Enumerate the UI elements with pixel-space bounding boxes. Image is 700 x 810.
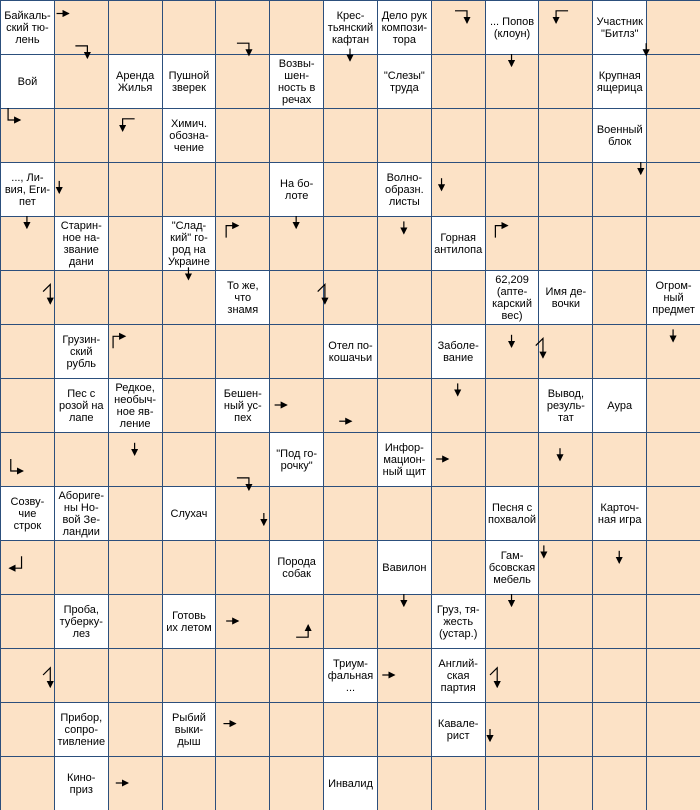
answer-cell[interactable] (485, 756, 540, 810)
answer-cell[interactable] (538, 486, 593, 541)
answer-cell[interactable] (592, 756, 647, 810)
clue-text: Слухач (170, 507, 208, 520)
answer-cell[interactable] (215, 540, 270, 595)
answer-cell[interactable] (269, 702, 324, 757)
answer-cell[interactable] (431, 432, 486, 487)
answer-cell[interactable] (323, 702, 378, 757)
answer-cell[interactable] (108, 648, 163, 703)
answer-cell[interactable] (215, 702, 270, 757)
clue-text: Кино- приз (67, 771, 96, 796)
answer-cell[interactable] (162, 0, 217, 55)
clue-text: Заболе- вание (437, 339, 479, 364)
clue-cell (431, 648, 486, 703)
answer-cell[interactable] (485, 378, 540, 433)
answer-cell[interactable] (646, 702, 700, 757)
clue-text: То же, что знамя (227, 279, 259, 316)
clue-text: Гам- бсовская мебель (488, 549, 536, 586)
clue-text: Огром- ный предмет (652, 279, 695, 316)
answer-cell[interactable] (269, 216, 324, 271)
answer-cell[interactable] (323, 216, 378, 271)
clue-text: "Под го- рочку" (276, 447, 317, 472)
answer-cell[interactable] (215, 432, 270, 487)
answer-cell[interactable] (0, 756, 55, 810)
answer-cell[interactable] (646, 378, 700, 433)
clue-cell (54, 216, 109, 271)
answer-cell[interactable] (323, 162, 378, 217)
clue-cell (592, 486, 647, 541)
answer-cell[interactable] (0, 378, 55, 433)
clue-cell (215, 378, 270, 433)
answer-cell[interactable] (592, 270, 647, 325)
answer-cell[interactable] (0, 216, 55, 271)
answer-cell[interactable] (215, 162, 270, 217)
clue-cell (323, 648, 378, 703)
clue-text: ..., Ли- вия, Еги- пет (4, 171, 51, 208)
answer-cell[interactable] (0, 540, 55, 595)
answer-cell[interactable] (108, 486, 163, 541)
answer-cell[interactable] (431, 270, 486, 325)
clue-text: Инвалид (328, 777, 373, 790)
clue-text: Проба, туберку- лез (59, 603, 103, 640)
clue-text: ... Попов (клоун) (489, 15, 535, 40)
answer-cell[interactable] (269, 108, 324, 163)
answer-cell[interactable] (485, 108, 540, 163)
answer-cell[interactable] (323, 540, 378, 595)
clue-text: Готовь их летом (166, 609, 212, 634)
answer-cell[interactable] (108, 540, 163, 595)
clue-cell (377, 54, 432, 109)
clue-text: Аренда Жилья (116, 69, 155, 94)
answer-cell[interactable] (377, 324, 432, 379)
answer-cell[interactable] (538, 162, 593, 217)
clue-text: Пушной зверек (168, 69, 210, 94)
answer-cell[interactable] (323, 594, 378, 649)
answer-cell[interactable] (538, 702, 593, 757)
clue-text: Созву- чие строк (10, 495, 45, 532)
answer-cell[interactable] (108, 594, 163, 649)
answer-cell[interactable] (108, 0, 163, 55)
answer-cell[interactable] (431, 486, 486, 541)
clue-cell (162, 108, 217, 163)
answer-cell[interactable] (431, 162, 486, 217)
answer-cell[interactable] (646, 756, 700, 810)
answer-cell[interactable] (377, 702, 432, 757)
answer-cell[interactable] (431, 378, 486, 433)
answer-cell[interactable] (0, 324, 55, 379)
answer-cell[interactable] (108, 756, 163, 810)
answer-cell[interactable] (54, 432, 109, 487)
clue-cell (431, 594, 486, 649)
clue-cell (162, 54, 217, 109)
clue-cell (592, 0, 647, 55)
clue-text: Грузин- ский рубль (62, 333, 101, 370)
answer-cell[interactable] (646, 216, 700, 271)
answer-cell[interactable] (54, 648, 109, 703)
answer-cell[interactable] (646, 54, 700, 109)
answer-cell[interactable] (108, 216, 163, 271)
answer-cell[interactable] (485, 702, 540, 757)
clue-cell (323, 0, 378, 55)
clue-cell (108, 54, 163, 109)
answer-cell[interactable] (485, 54, 540, 109)
clue-text: Вавилон (382, 561, 427, 574)
answer-cell[interactable] (538, 0, 593, 55)
answer-cell[interactable] (377, 756, 432, 810)
answer-cell[interactable] (323, 432, 378, 487)
clue-text: Химич. обозна- чение (169, 117, 209, 154)
answer-cell[interactable] (269, 270, 324, 325)
answer-cell[interactable] (431, 0, 486, 55)
answer-cell[interactable] (646, 162, 700, 217)
answer-cell[interactable] (0, 432, 55, 487)
answer-cell[interactable] (377, 108, 432, 163)
clue-text: Пес с розой на лапе (58, 387, 104, 424)
clue-cell (269, 54, 324, 109)
answer-cell[interactable] (269, 378, 324, 433)
answer-cell[interactable] (269, 648, 324, 703)
clue-cell (0, 486, 55, 541)
clue-cell (377, 162, 432, 217)
clue-text: Карточ- ная игра (597, 501, 642, 526)
clue-text: Дело рук компози- тора (381, 9, 428, 46)
clue-cell (377, 0, 432, 55)
clue-cell (646, 270, 700, 325)
answer-cell[interactable] (108, 270, 163, 325)
answer-cell[interactable] (215, 216, 270, 271)
answer-cell[interactable] (485, 648, 540, 703)
answer-cell[interactable] (646, 432, 700, 487)
answer-cell[interactable] (646, 594, 700, 649)
clue-text: Горная антилопа (434, 231, 483, 256)
answer-cell[interactable] (538, 54, 593, 109)
clue-cell (431, 216, 486, 271)
clue-text: Участник "Битлз" (596, 15, 643, 40)
answer-cell[interactable] (431, 108, 486, 163)
answer-cell[interactable] (162, 324, 217, 379)
answer-cell[interactable] (269, 324, 324, 379)
clue-text: Редкое, необыч- ное яв- ление (114, 381, 157, 430)
answer-cell[interactable] (485, 162, 540, 217)
clue-text: Бешен- ный ус- пех (223, 387, 262, 424)
answer-cell[interactable] (162, 162, 217, 217)
answer-cell[interactable] (323, 270, 378, 325)
clue-cell (485, 540, 540, 595)
clue-cell (54, 594, 109, 649)
answer-cell[interactable] (377, 216, 432, 271)
answer-cell[interactable] (54, 54, 109, 109)
answer-cell[interactable] (108, 702, 163, 757)
clue-cell (0, 0, 55, 55)
clue-cell (54, 378, 109, 433)
clue-cell (269, 432, 324, 487)
answer-cell[interactable] (592, 648, 647, 703)
answer-cell[interactable] (108, 432, 163, 487)
answer-cell[interactable] (592, 540, 647, 595)
answer-cell[interactable] (0, 594, 55, 649)
answer-cell[interactable] (54, 540, 109, 595)
answer-cell[interactable] (54, 270, 109, 325)
answer-cell[interactable] (215, 594, 270, 649)
answer-cell[interactable] (215, 54, 270, 109)
clue-text: Возвы- шен- ность в речах (277, 57, 316, 106)
clue-text: Крупная ящерица (596, 69, 643, 94)
answer-cell[interactable] (215, 648, 270, 703)
answer-cell[interactable] (646, 0, 700, 55)
clue-text: Рыбий выки- дыш (172, 711, 206, 748)
clue-cell (269, 162, 324, 217)
clue-cell (162, 702, 217, 757)
answer-cell[interactable] (162, 270, 217, 325)
clue-cell (592, 378, 647, 433)
answer-cell[interactable] (269, 756, 324, 810)
answer-cell[interactable] (485, 216, 540, 271)
answer-cell[interactable] (54, 0, 109, 55)
answer-cell[interactable] (0, 648, 55, 703)
clue-text: Англий- ская партия (438, 657, 478, 694)
answer-cell[interactable] (538, 324, 593, 379)
answer-cell[interactable] (0, 270, 55, 325)
answer-cell[interactable] (323, 378, 378, 433)
clue-text: Абориге- ны Но- вой Зе- ландии (58, 489, 105, 538)
answer-cell[interactable] (538, 594, 593, 649)
clue-cell (54, 324, 109, 379)
answer-cell[interactable] (538, 432, 593, 487)
answer-cell[interactable] (0, 702, 55, 757)
clue-text: Кавале- рист (437, 717, 479, 742)
answer-cell[interactable] (592, 432, 647, 487)
clue-cell (485, 486, 540, 541)
clue-text: Байкаль- ский тю- лень (4, 9, 51, 46)
clue-cell (162, 594, 217, 649)
clue-cell (162, 486, 217, 541)
answer-cell[interactable] (54, 108, 109, 163)
clue-text: Вывод, резуль- тат (546, 387, 585, 424)
answer-cell[interactable] (215, 486, 270, 541)
answer-cell[interactable] (215, 0, 270, 55)
answer-cell[interactable] (108, 324, 163, 379)
clue-text: Волно- образн. листы (384, 171, 424, 208)
answer-cell[interactable] (108, 162, 163, 217)
clue-cell (538, 378, 593, 433)
answer-cell[interactable] (538, 756, 593, 810)
clue-text: Инфор- мацион- ный щит (382, 441, 427, 478)
answer-cell[interactable] (162, 378, 217, 433)
clue-text: Прибор, сопро- тивление (57, 711, 106, 748)
answer-cell[interactable] (215, 756, 270, 810)
answer-cell[interactable] (162, 648, 217, 703)
clue-text: Груз, тя- жесть (устар.) (436, 603, 480, 640)
answer-cell[interactable] (269, 0, 324, 55)
answer-cell[interactable] (377, 270, 432, 325)
answer-cell[interactable] (431, 54, 486, 109)
clue-cell (323, 324, 378, 379)
answer-cell[interactable] (646, 324, 700, 379)
clue-cell (323, 756, 378, 810)
clue-cell (54, 756, 109, 810)
answer-cell[interactable] (646, 648, 700, 703)
clue-cell (162, 216, 217, 271)
clue-cell (431, 702, 486, 757)
clue-text: "Слезы" труда (383, 69, 425, 94)
answer-cell[interactable] (485, 594, 540, 649)
answer-cell[interactable] (646, 486, 700, 541)
answer-cell[interactable] (592, 162, 647, 217)
clue-cell (538, 270, 593, 325)
answer-cell[interactable] (162, 756, 217, 810)
clue-text: Вой (17, 75, 38, 88)
clue-cell (0, 54, 55, 109)
clue-cell (215, 270, 270, 325)
clue-cell (108, 378, 163, 433)
clue-text: "Слад- кий" го- род на Украине (168, 219, 210, 268)
answer-cell[interactable] (431, 756, 486, 810)
clue-text: Крес- тьянский кафтан (327, 9, 374, 46)
clue-cell (269, 540, 324, 595)
answer-cell[interactable] (162, 432, 217, 487)
answer-cell[interactable] (538, 108, 593, 163)
answer-cell[interactable] (323, 486, 378, 541)
clue-text: Песня с похвалой (487, 501, 537, 526)
clue-cell (54, 486, 109, 541)
answer-cell[interactable] (323, 108, 378, 163)
answer-cell[interactable] (162, 540, 217, 595)
answer-cell[interactable] (108, 108, 163, 163)
clue-text: На бо- лоте (280, 177, 314, 202)
clue-cell (377, 432, 432, 487)
clue-cell (592, 54, 647, 109)
clue-cell (592, 108, 647, 163)
answer-cell[interactable] (538, 540, 593, 595)
answer-cell[interactable] (54, 162, 109, 217)
clue-text: Имя де- вочки (545, 285, 587, 310)
answer-cell[interactable] (323, 54, 378, 109)
answer-cell[interactable] (0, 108, 55, 163)
answer-cell[interactable] (485, 432, 540, 487)
clue-cell (377, 540, 432, 595)
answer-cell[interactable] (215, 324, 270, 379)
answer-cell[interactable] (646, 108, 700, 163)
clue-text: Порода собак (277, 555, 316, 580)
clue-text: Аура (607, 399, 633, 412)
answer-cell[interactable] (538, 216, 593, 271)
clue-cell (485, 270, 540, 325)
answer-cell[interactable] (538, 648, 593, 703)
answer-cell[interactable] (431, 540, 486, 595)
answer-cell[interactable] (646, 540, 700, 595)
clue-cell (54, 702, 109, 757)
clue-text: Старин- ное на- звание дани (60, 219, 102, 268)
answer-cell[interactable] (592, 702, 647, 757)
answer-cell[interactable] (215, 108, 270, 163)
clue-cell (431, 324, 486, 379)
answer-cell[interactable] (269, 486, 324, 541)
clue-text: 62,209 (апте- карский вес) (492, 273, 532, 322)
clue-text: Триум- фальная ... (327, 657, 374, 694)
answer-cell[interactable] (377, 486, 432, 541)
clue-text: Военный блок (596, 123, 643, 148)
clue-cell (485, 0, 540, 55)
answer-cell[interactable] (377, 594, 432, 649)
clue-cell (0, 162, 55, 217)
answer-cell[interactable] (377, 378, 432, 433)
answer-cell[interactable] (592, 594, 647, 649)
answer-cell[interactable] (485, 324, 540, 379)
answer-cell[interactable] (592, 216, 647, 271)
answer-cell[interactable] (592, 324, 647, 379)
clue-text: Отел по- кошачьи (328, 339, 373, 364)
answer-cell[interactable] (269, 594, 324, 649)
answer-cell[interactable] (377, 648, 432, 703)
